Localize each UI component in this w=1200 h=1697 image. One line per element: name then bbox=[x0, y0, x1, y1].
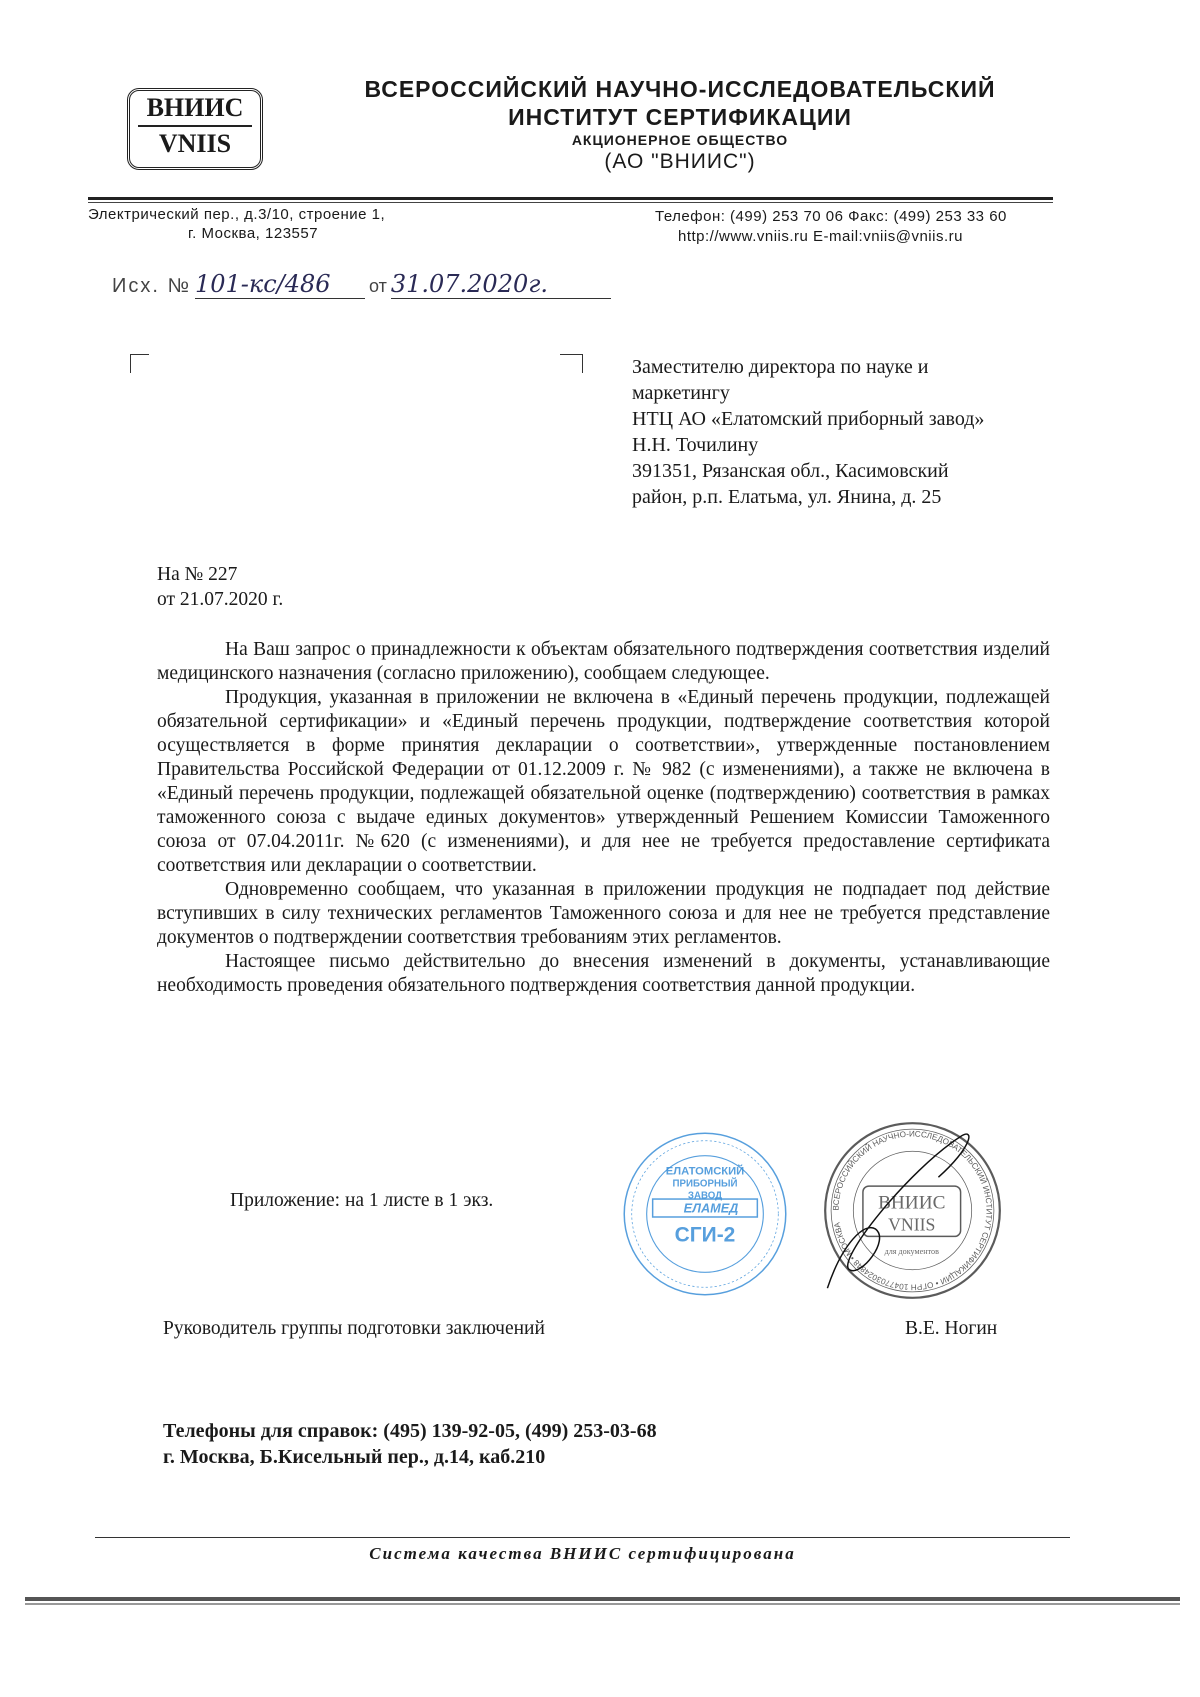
outgoing-number-value: 101-кс/486 bbox=[195, 270, 365, 299]
reference-number: На № 227 bbox=[157, 564, 238, 585]
recipient-block bbox=[632, 354, 1082, 510]
recipient-line: НТЦ АО «Елатомский приборный завод» bbox=[632, 408, 985, 430]
svg-text:ВСЕРОССИЙСКИЙ НАУЧНО-ИССЛЕДОВА: ВСЕРОССИЙСКИЙ НАУЧНО-ИССЛЕДОВАТЕЛЬСКИЙ ИНСТИТУТ СЕРТИФИКАЦИИ • ОГРН 1047703024848 • МОСКВА bbox=[831, 1129, 994, 1292]
header-rule bbox=[88, 197, 1053, 200]
svg-text:СГИ-2: СГИ-2 bbox=[674, 1223, 736, 1247]
letter-body bbox=[157, 638, 1050, 998]
reference-date: от 21.07.2020 г. bbox=[157, 589, 284, 610]
svg-text:ЕЛАМЕД: ЕЛАМЕД bbox=[683, 1200, 739, 1216]
recipient-line: Н.Н. Точилину bbox=[632, 434, 759, 456]
org-name-line1: ВСЕРОССИЙСКИЙ НАУЧНО-ИССЛЕДОВАТЕЛЬСКИЙ bbox=[364, 76, 996, 102]
signer-name: В.Е. Ногин bbox=[905, 1318, 998, 1339]
outgoing-date: 31.07.2020г. bbox=[391, 270, 611, 299]
svg-text:ВНИИС: ВНИИС bbox=[878, 1192, 946, 1214]
org-type: АКЦИОНЕРНОЕ ОБЩЕСТВО bbox=[571, 132, 789, 148]
svg-text:ЕЛАТОМСКИЙ: ЕЛАТОМСКИЙ bbox=[665, 1165, 745, 1178]
recipient-line: район, р.п. Елатьма, ул. Янина, д. 25 bbox=[632, 486, 942, 508]
org-contacts-line2: http://www.vniis.ru E-mail:vniis@vniis.ru bbox=[678, 228, 963, 245]
svg-text:ПРИБОРНЫЙ: ПРИБОРНЫЙ bbox=[672, 1178, 738, 1190]
header-rule-thin bbox=[88, 202, 1053, 203]
footer-rule bbox=[95, 1537, 1070, 1538]
body-paragraph: На Ваш запрос о принадлежности к объектам обязательного подтверждения соответствия изделий медицинского назначения (согласно приложению), сообщаем следующее. bbox=[157, 639, 1050, 684]
org-contacts-line1: Телефон: (499) 253 70 06 Факс: (499) 253 33 60 bbox=[655, 208, 1007, 225]
org-short-name: (АО "ВНИИС") bbox=[604, 150, 756, 173]
org-name-line2: ИНСТИТУТ СЕРТИФИКАЦИИ bbox=[508, 104, 852, 130]
svg-text:для документов: для документов bbox=[884, 1247, 939, 1257]
scan-edge-thin bbox=[25, 1603, 1180, 1605]
logo-bottom-text: VNIIS bbox=[158, 129, 232, 158]
signer-position: Руководитель группы подготовки заключений bbox=[163, 1318, 545, 1339]
org-address-line2: г. Москва, 123557 bbox=[188, 225, 319, 242]
blue-company-stamp bbox=[615, 1128, 795, 1300]
scan-edge bbox=[25, 1597, 1180, 1601]
black-vniis-stamp bbox=[820, 1118, 1005, 1303]
reference-block bbox=[157, 562, 283, 612]
quality-statement: Система качества ВНИИС сертифицирована bbox=[369, 1544, 796, 1563]
body-paragraph: Настоящее письмо действительно до внесения изменений в документы, устанавливающие необходимость проведения обязательного подтверждения соответствия данной продукции. bbox=[157, 951, 1050, 996]
svg-text:ЗАВОД: ЗАВОД bbox=[687, 1190, 723, 1202]
body-paragraph: Продукция, указанная в приложении не включена в «Единый перечень продукции, подлежащей обязательной сертификации» и «Единый перечень продукции, подтверждение соответствия которой осуществляется в форме принятия декларации о соответствии», утвержденные постановлением Правительства Российской Федерации от 01.12.2009 г. № 982 (с изменениями), а также не включена в «Единый перечень продукции, подлежащей обязательной оценке (подтверждению) соответствия в рамках таможенного союза с выдаче единых документов» утвержденный Решением Комиссии Таможенного союза от 07.04.2011г. №620 (с изменениями), и для нее не требуется предоставление сертификата соответствия или декларации о соответствии. bbox=[157, 687, 1050, 876]
address-corner-right bbox=[560, 354, 583, 373]
footer-address: г. Москва, Б.Кисельный пер., д.14, каб.210 bbox=[163, 1446, 546, 1468]
svg-text:VNIIS: VNIIS bbox=[888, 1214, 936, 1235]
vniis-logo bbox=[127, 88, 263, 170]
recipient-line: Заместителю директора по науке и bbox=[632, 356, 929, 378]
recipient-line: 391351, Рязанская обл., Касимовский bbox=[632, 460, 949, 482]
recipient-line: маркетингу bbox=[632, 382, 730, 404]
org-address-line1: Электрический пер., д.3/10, строение 1, bbox=[88, 206, 386, 223]
outgoing-from-label: от bbox=[368, 276, 387, 296]
address-corner-left bbox=[130, 354, 149, 373]
body-paragraph: Одновременно сообщаем, что указанная в приложении продукция не подпадает под действие вступивших в силу технических регламентов Таможенного союза и для нее не требуется представление документов о подтверждении соответствия требованиям этих регламентов. bbox=[157, 879, 1050, 948]
attachment-note: Приложение: на 1 листе в 1 экз. bbox=[230, 1190, 494, 1211]
logo-top-text: ВНИИС bbox=[146, 93, 244, 122]
footer-phones: Телефоны для справок: (495) 139-92-05, (499) 253-03-68 bbox=[163, 1420, 657, 1442]
outgoing-label: Исх. № bbox=[112, 275, 191, 297]
outgoing-number bbox=[112, 270, 611, 299]
